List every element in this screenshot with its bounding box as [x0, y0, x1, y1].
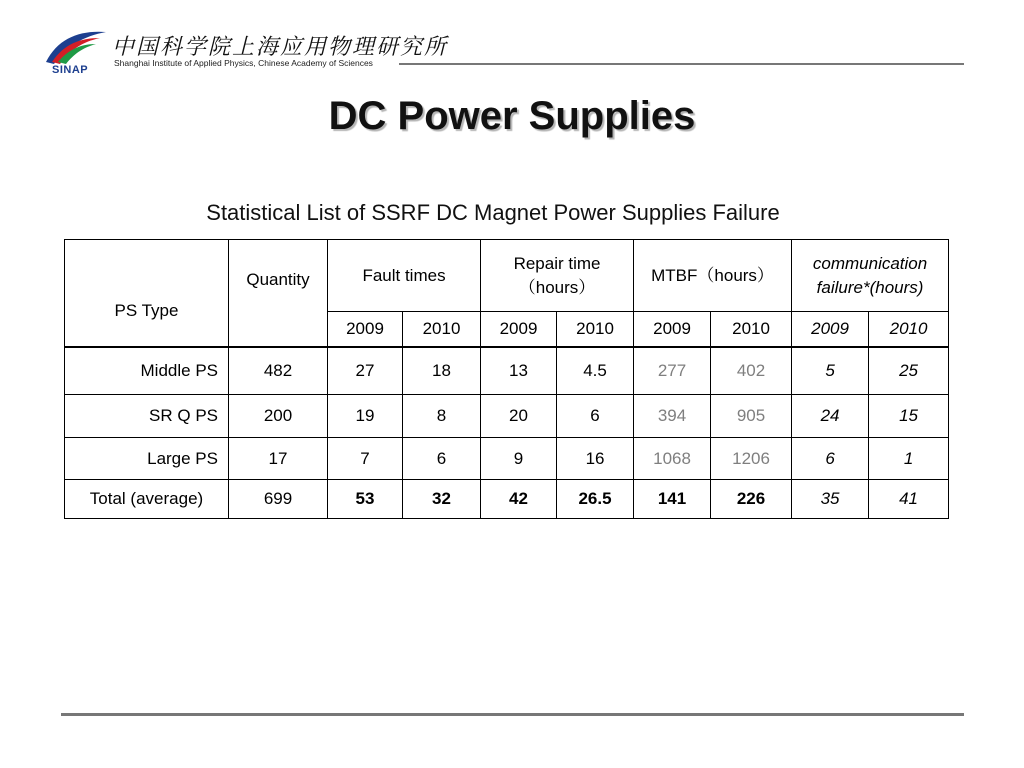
row-comm-2010: 1 [869, 438, 949, 480]
header-divider [399, 63, 964, 65]
row-fault-2009: 53 [328, 480, 403, 519]
row-mtbf-2010: 226 [711, 480, 792, 519]
row-fault-2009: 27 [328, 347, 403, 395]
row-mtbf-2009: 277 [634, 347, 711, 395]
row-comm-2009: 6 [792, 438, 869, 480]
power-supply-failure-table [64, 239, 949, 519]
row-mtbf-2009: 394 [634, 395, 711, 438]
year-cell: 2010 [711, 312, 792, 347]
row-repair-2009: 9 [481, 438, 557, 480]
row-fault-2010: 18 [403, 347, 481, 395]
header-repair-time [481, 240, 634, 312]
footer-divider [61, 713, 964, 716]
row-quantity: 482 [229, 347, 328, 395]
slide-title: DC Power Supplies [328, 94, 696, 138]
table-caption: Statistical List of SSRF DC Magnet Power Supplies Failure [206, 200, 780, 225]
header-ps-type [65, 240, 229, 348]
logo-abbreviation: SINAP [52, 64, 89, 76]
row-quantity: 699 [229, 480, 328, 519]
row-repair-2010: 16 [557, 438, 634, 480]
row-mtbf-2010: 402 [711, 347, 792, 395]
header-repair-time-line1: Repair time [513, 253, 601, 273]
year-cell: 2010 [403, 312, 481, 347]
row-mtbf-2010: 1206 [711, 438, 792, 480]
row-repair-2010: 26.5 [557, 480, 634, 519]
year-cell: 2009 [634, 312, 711, 347]
year-cell: 2010 [869, 312, 949, 347]
row-mtbf-2009: 1068 [634, 438, 711, 480]
row-repair-2010: 4.5 [557, 347, 634, 395]
header-fault-times: Fault times [328, 240, 481, 312]
row-mtbf-2010: 905 [711, 395, 792, 438]
header-quantity [229, 240, 328, 348]
row-comm-2009: 5 [792, 347, 869, 395]
header-row [65, 240, 949, 312]
row-repair-2010: 6 [557, 395, 634, 438]
row-repair-2009: 42 [481, 480, 557, 519]
year-cell: 2009 [481, 312, 557, 347]
row-quantity: 200 [229, 395, 328, 438]
year-cell: 2009 [792, 312, 869, 347]
header-comm-line2: failure*(hours) [816, 277, 924, 297]
row-comm-2010: 41 [869, 480, 949, 519]
row-fault-2010: 8 [403, 395, 481, 438]
header-ps-type-label: PS Type [114, 301, 179, 320]
table-row [65, 395, 949, 438]
row-ps-type: Large PS [65, 438, 229, 480]
row-comm-2010: 25 [869, 347, 949, 395]
row-fault-2009: 19 [328, 395, 403, 438]
row-ps-type: Total (average) [65, 480, 229, 519]
row-mtbf-2009: 141 [634, 480, 711, 519]
row-repair-2009: 13 [481, 347, 557, 395]
table-row-total [65, 480, 949, 519]
header-comm-line1: communication [812, 253, 928, 273]
header-mtbf: MTBF（hours） [634, 240, 792, 312]
row-repair-2009: 20 [481, 395, 557, 438]
row-fault-2010: 32 [403, 480, 481, 519]
row-comm-2009: 35 [792, 480, 869, 519]
row-comm-2009: 24 [792, 395, 869, 438]
table-row [65, 438, 949, 480]
year-cell: 2010 [557, 312, 634, 347]
header-quantity-label: Quantity [246, 270, 310, 289]
row-quantity: 17 [229, 438, 328, 480]
institute-name-english: Shanghai Institute of Applied Physics, Chinese Academy of Sciences [114, 58, 373, 68]
row-ps-type: SR Q PS [65, 395, 229, 438]
institute-name-chinese: 中国科学院上海应用物理研究所 [112, 35, 449, 60]
row-fault-2009: 7 [328, 438, 403, 480]
row-comm-2010: 15 [869, 395, 949, 438]
header-repair-time-line2: （hours） [518, 277, 596, 297]
row-fault-2010: 6 [403, 438, 481, 480]
row-ps-type: Middle PS [65, 347, 229, 395]
header-communication-failure [792, 240, 949, 312]
year-cell: 2009 [328, 312, 403, 347]
table-row [65, 347, 949, 395]
